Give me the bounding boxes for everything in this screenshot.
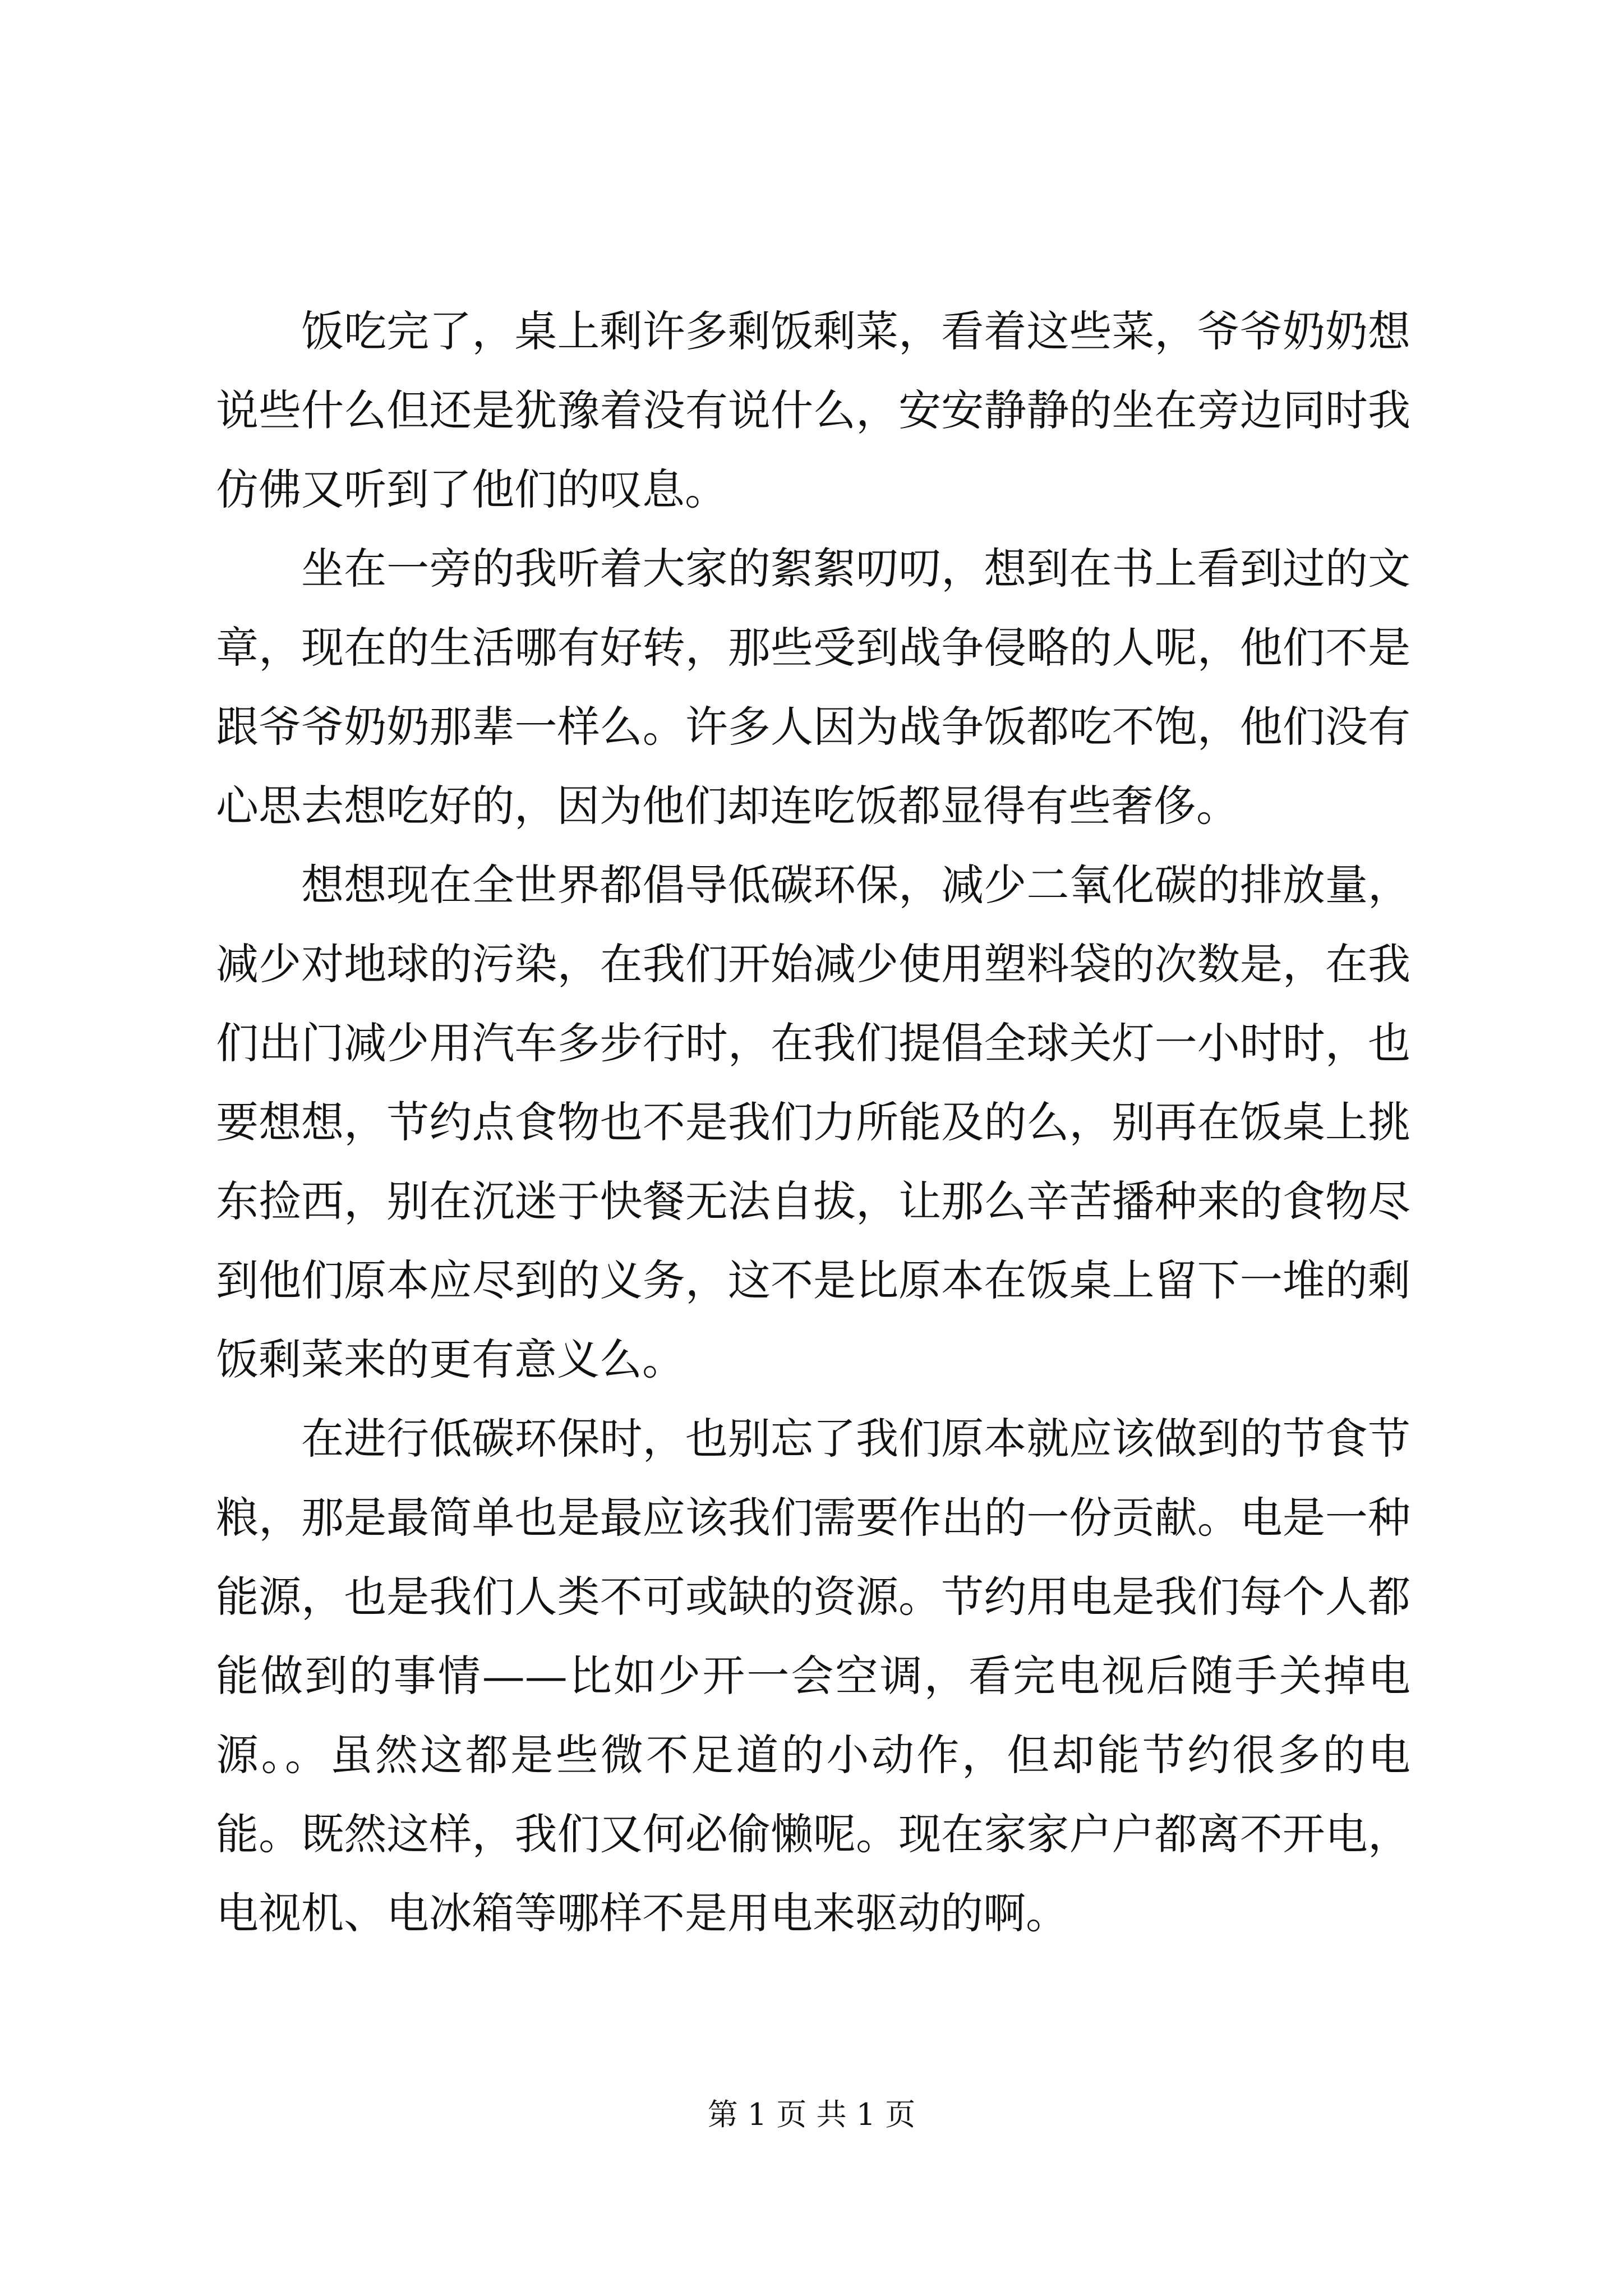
paragraph-2: 坐在一旁的我听着大家的絮絮叨叨，想到在书上看到过的文章，现在的生活哪有好转，那些受到战争侵略的人呢，他们不是跟爷爷奶奶那辈一样么。许多人因为战争饭都吃不饱，他们没有心思去想吃好的，因为他们却连吃饭都显得有些奢侈。 bbox=[216, 544, 1410, 831]
paragraph-3: 想想现在全世界都倡导低碳环保，减少二氧化碳的排放量，减少对地球的污染，在我们开始减少使用塑料袋的次数是，在我们出门减少用汽车多步行时，在我们提倡全球关灯一小时时，也要想想，节约点食物也不是我们力所能及的么，别再在饭桌上挑东捡西，别在沉迷于快餐无法自拔，让那么辛苦播种来的食物尽到他们原本应尽到的义务，这不是比原本在饭桌上留下一堆的剩饭剩菜来的更有意义么。 bbox=[216, 860, 1410, 1384]
document-body bbox=[216, 292, 1410, 1953]
paragraph-1: 饭吃完了，桌上剩许多剩饭剩菜，看着这些菜，爷爷奶奶想说些什么但还是犹豫着没有说什么，安安静静的坐在旁边同时我仿佛又听到了他们的叹息。 bbox=[216, 306, 1410, 514]
page-footer: 第 1 页 共 1 页 bbox=[707, 2097, 916, 2132]
paragraph-4: 在进行低碳环保时，也别忘了我们原本就应该做到的节食节粮，那是最简单也是最应该我们需要作出的一份贡献。电是一种能源，也是我们人类不可或缺的资源。节约用电是我们每个人都能做到的事情——比如少开一会空调，看完电视后随手关掉电源。。虽然这都是些微不足道的小动作，但却能节约很多的电能。既然这样，我们又何必偷懒呢。现在家家户户都离不开电，电视机、电冰箱等哪样不是用电来驱动的啊。 bbox=[216, 1414, 1410, 1938]
